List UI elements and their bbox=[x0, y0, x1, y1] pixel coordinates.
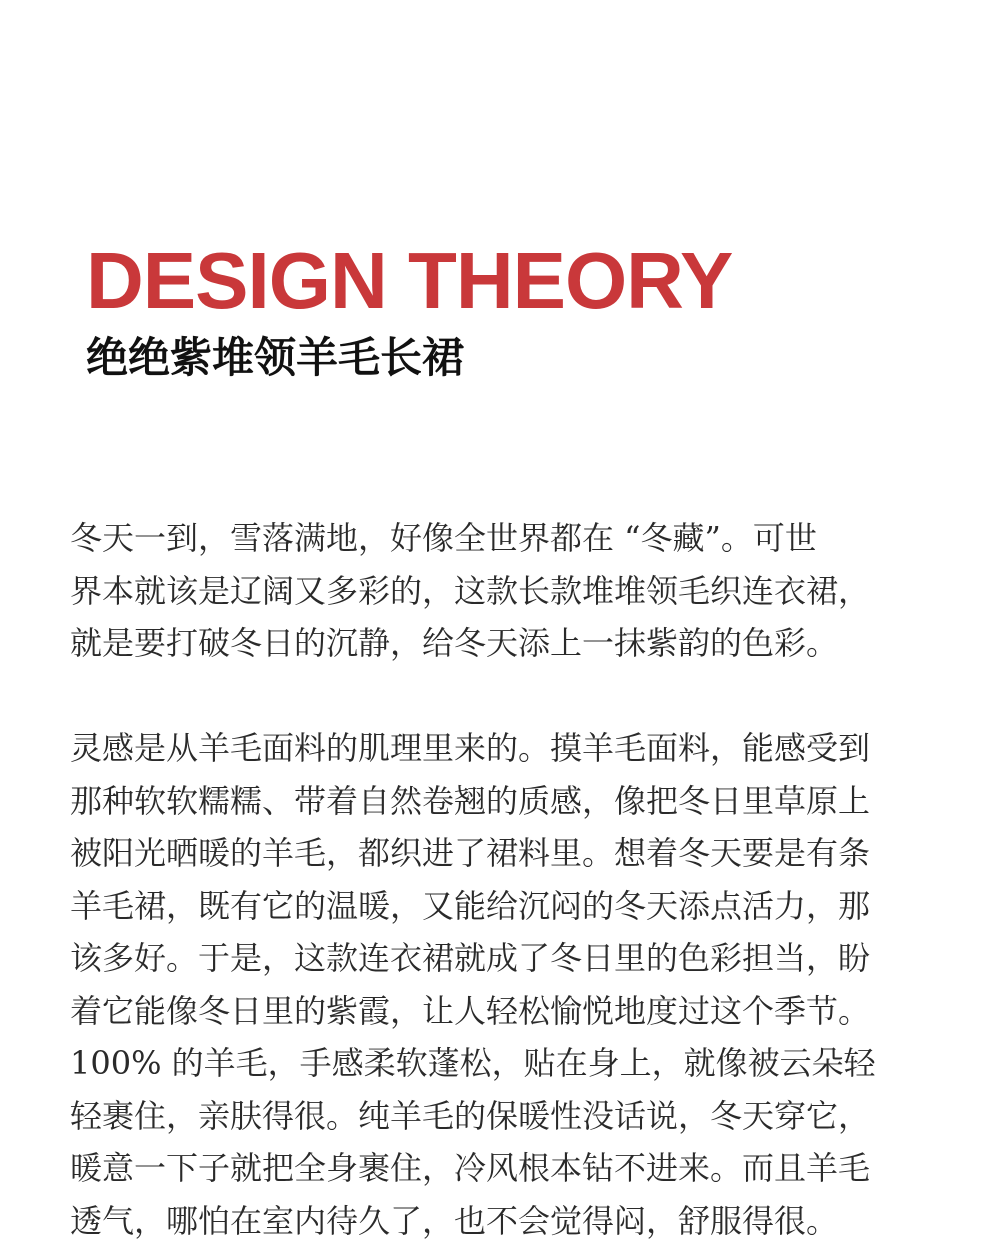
heading-english: DESIGN THEORY bbox=[86, 236, 733, 325]
paragraph-line: 界本就该是辽阔又多彩的，这款长款堆堆领毛织连衣裙， bbox=[70, 571, 871, 610]
paragraph-line: 就是要打破冬日的沉静，给冬天添上一抹紫韵的色彩。 bbox=[70, 624, 839, 662]
paragraph-line: 被阳光晒暖的羊毛，都织进了裙料里。想着冬天要是有条 bbox=[70, 834, 871, 872]
paragraph-line: 透气，哪怕在室内待久了，也不会觉得闷，舒服得很。 bbox=[70, 1201, 839, 1240]
paragraph-line: 100% 的羊毛，手感柔软蓬松，贴在身上，就像被云朵轻 bbox=[70, 1044, 876, 1082]
paragraph-line: 轻裹住，亲肤得很。纯羊毛的保暖性没话说，冬天穿它， bbox=[70, 1096, 871, 1135]
paragraph-line: 羊毛裙，既有它的温暖，又能给沉闷的冬天添点活力，那 bbox=[70, 886, 871, 925]
paragraph-line: 那种软软糯糯、带着自然卷翘的质感，像把冬日里草原上 bbox=[70, 781, 871, 820]
paragraph-line: 着它能像冬日里的紫霞，让人轻松愉悦地度过这个季节。 bbox=[70, 991, 871, 1030]
paragraph-line: 暖意一下子就把全身裹住，冷风根本钻不进来。而且羊毛 bbox=[70, 1149, 871, 1187]
paragraph-intro bbox=[70, 512, 930, 670]
paragraph-line: 灵感是从羊毛面料的肌理里来的。摸羊毛面料，能感受到 bbox=[70, 729, 871, 767]
heading-chinese: 绝绝紫堆领羊毛长裙 bbox=[86, 333, 465, 382]
paragraph-inspiration bbox=[70, 722, 930, 1247]
paragraph-line: 该多好。于是，这款连衣裙就成了冬日里的色彩担当，盼 bbox=[70, 939, 871, 977]
paragraph-line: 冬天一到，雪落满地，好像全世界都在 “冬藏”。可世 bbox=[70, 519, 817, 557]
